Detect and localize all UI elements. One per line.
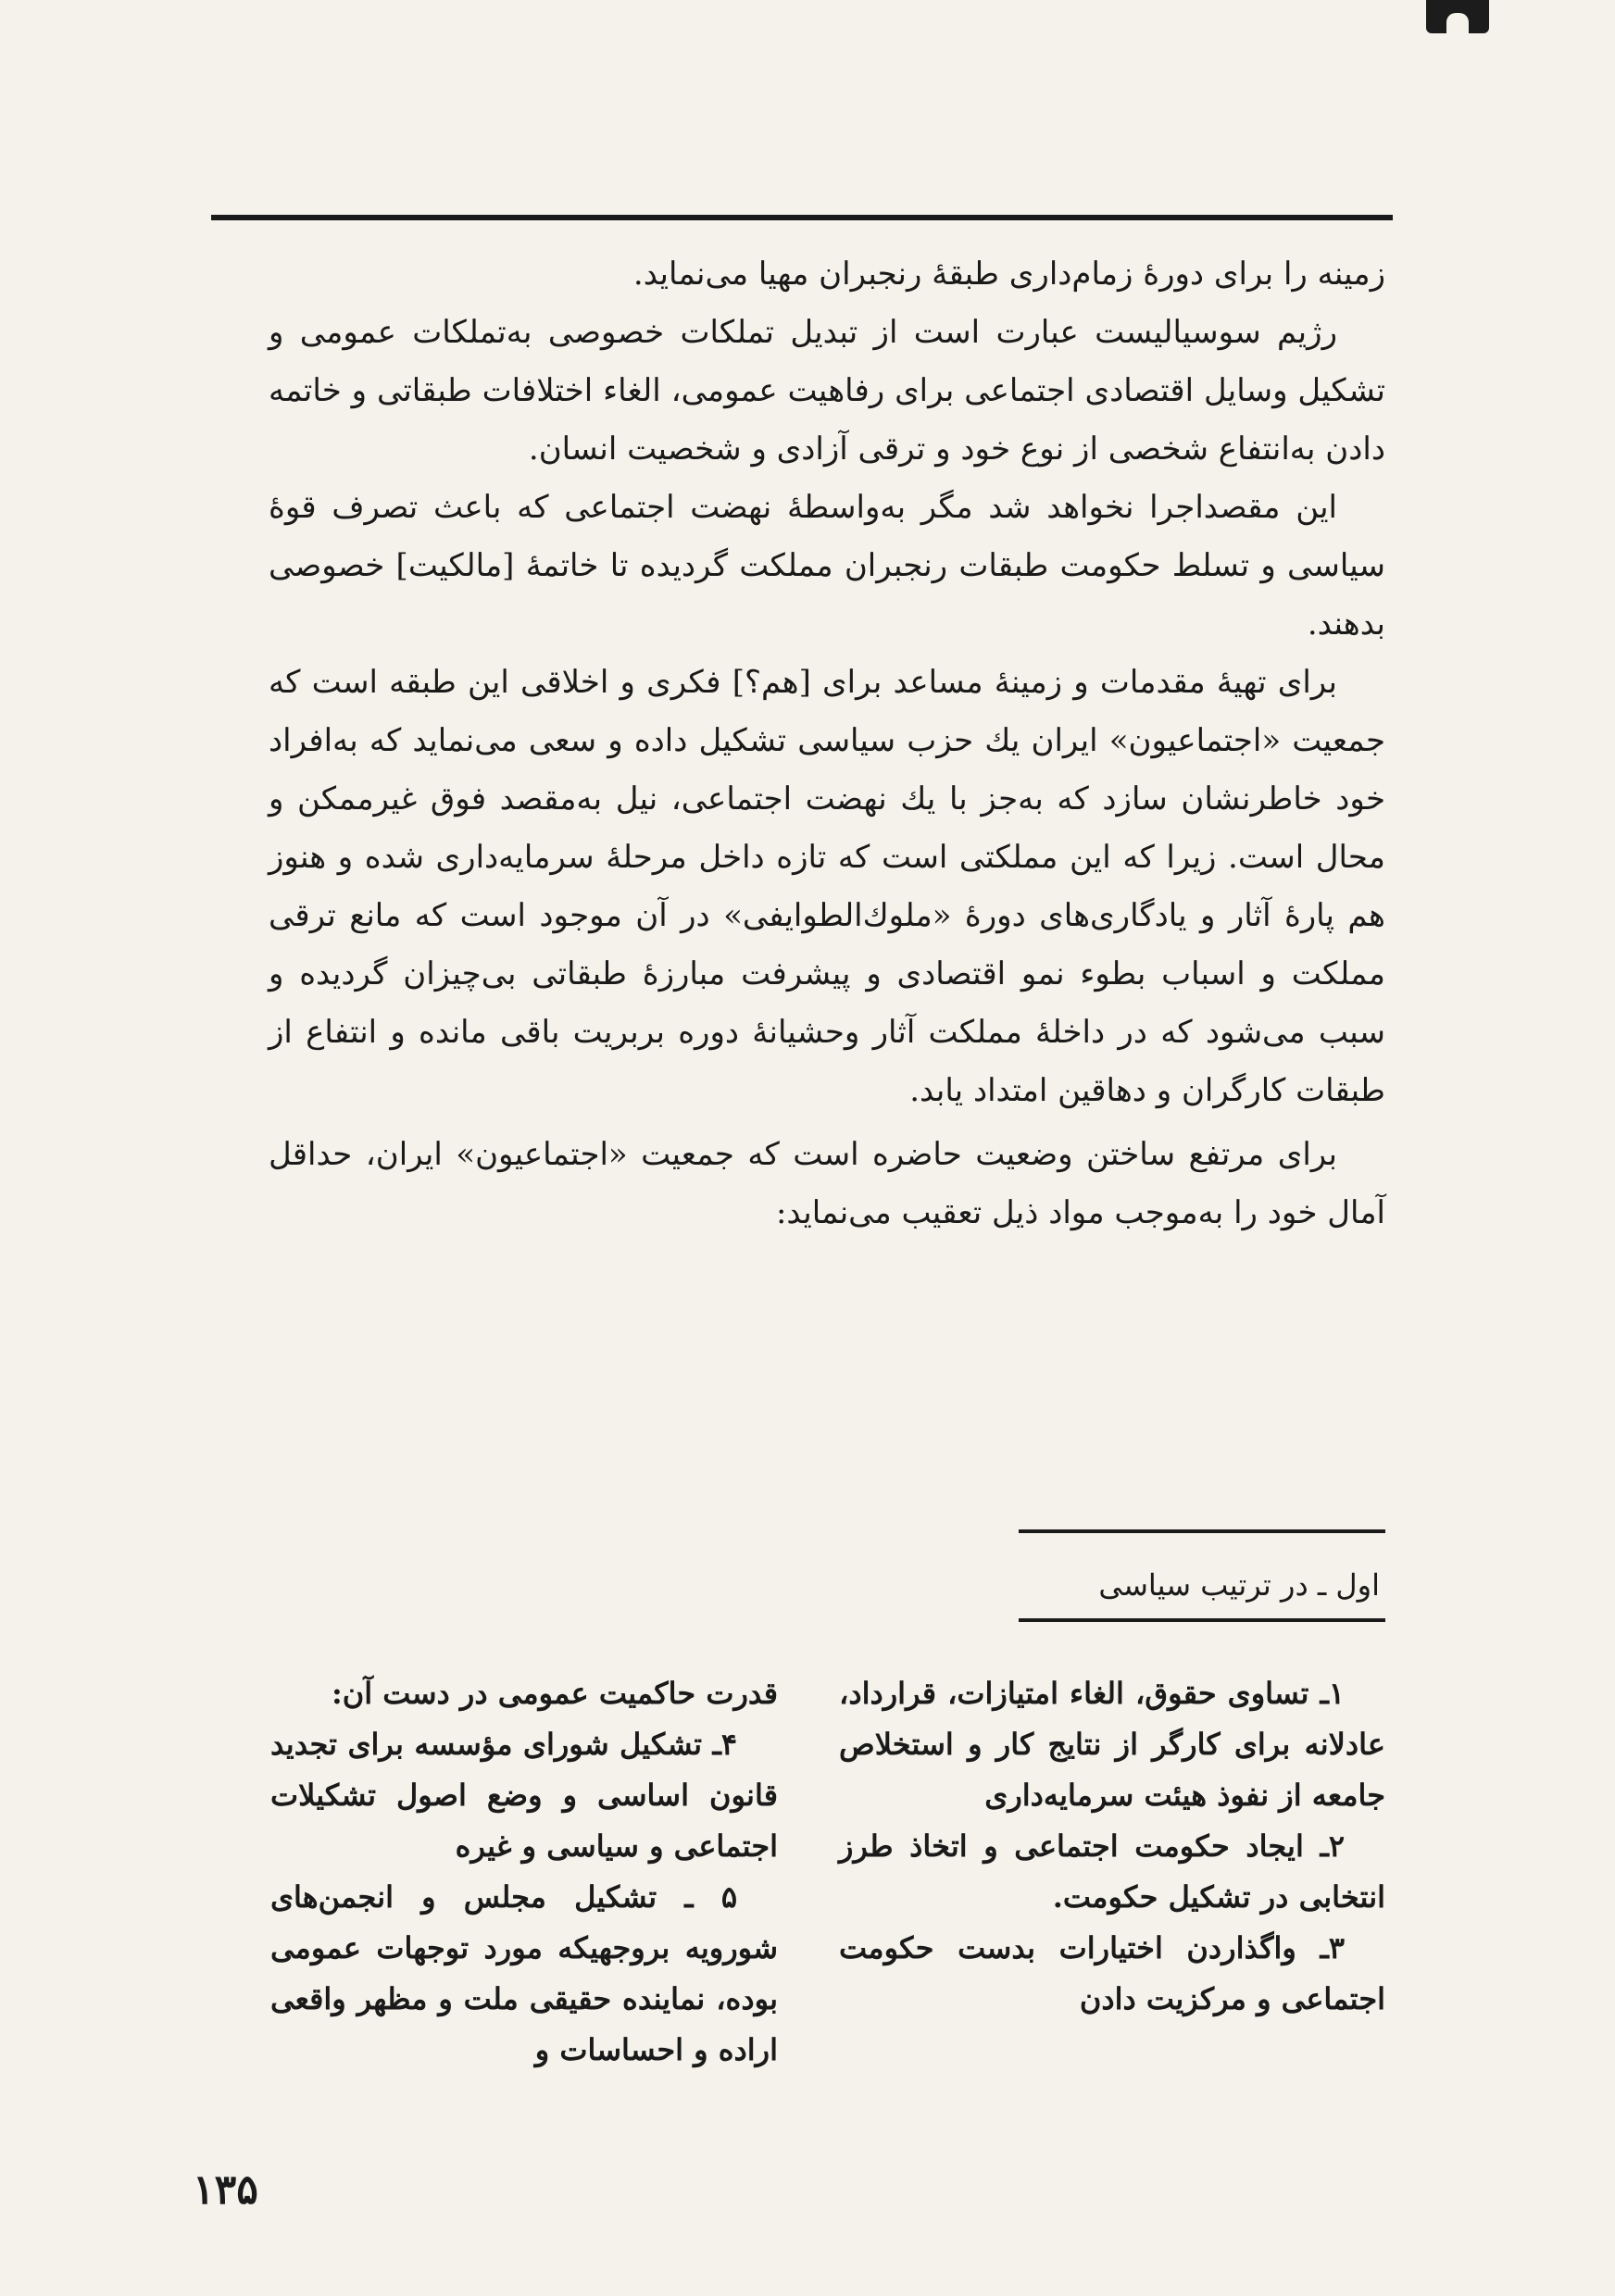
list-item-5: ۵ ـ تشکیل مجلس و انجمن‌های شورویه بروجهیکه مورد توجهات عمومی بوده، نماینده حقیقی ملت و مظهر واقعی اراده و احساسات و xyxy=(270,1879,778,2067)
list-item-3: ۳ـ واگذاردن اختیارات بدست حکومت اجتماعی و مرکزیت دادن xyxy=(839,1930,1385,2016)
left-column xyxy=(270,1668,778,2076)
paragraph-2: رژیم سوسیالیست عبارت است از تبدیل تملکات خصوصی به‌تملکات عمومی و تشکیل وسایل اقتصادی اجتماعی برای رفاهیت عمومی، الغاء اختلافات طبقاتی و خاتمه دادن به‌انتفاع شخصی از نوع خود و ترقی آزادی و شخصیت انسان. xyxy=(269,314,1385,468)
paragraph-5: برای مرتفع ساختن وضعیت حاضره است که جمعیت «اجتماعیون» ایران، حداقل آمال خود را به‌موجب مواد ذیل تعقیب می‌نماید: xyxy=(269,1136,1385,1231)
list-item-2: ۲ـ ایجاد حکومت اجتماعی و اتخاذ طرز انتخابی در تشکیل حکومت. xyxy=(839,1828,1385,1915)
main-body-text xyxy=(269,245,1385,1242)
paragraph-1: زمینه را برای دورهٔ زمام‌داری طبقهٔ رنجبران مهیا می‌نماید. xyxy=(632,256,1385,293)
list-item-1: ۱ـ تساوی حقوق، الغاء امتیازات، قرارداد، عادلانه برای کارگر از نتایج کار و استخلاص جامعه از نفوذ هیئت سرمایه‌داری xyxy=(839,1676,1385,1813)
paragraph-4: برای تهیهٔ مقدمات و زمینهٔ مساعد برای [هم؟] فکری و اخلاقی این طبقه است که جمعیت «اجتماعیون» ایران يك حزب سیاسی تشکیل داده و سعی می‌نماید که به‌افراد خود خاطرنشان سازد که به‌جز با يك نهضت اجتماعی، نیل به‌مقصد فوق غیرممکن و محال است. زیرا که این مملکتی است که تازه داخل مرحلهٔ سرمایه‌داری شده و هنوز هم پارهٔ آثار و یادگاری‌های دورهٔ «ملوك‌الطوایفی» در آن موجود است که مانع ترقی مملکت و اسباب بطوء نمو اقتصادی و پیشرفت مبارزهٔ طبقاتی بی‌چیزان گردیده و سبب می‌شود که در داخلهٔ مملکت آثار وحشیانهٔ دوره بربریت باقی مانده و انتفاع از طبقات کارگران و دهاقین امتداد یابد. xyxy=(269,664,1385,1109)
corner-tab-mark xyxy=(1426,0,1489,33)
right-column xyxy=(839,1668,1385,2025)
list-item-4: ۴ـ تشکیل شورای مؤسسه برای تجدید قانون اساسی و وضع اصول تشکیلات اجتماعی و سیاسی و غیره xyxy=(270,1727,778,1864)
section-rule-bottom xyxy=(1019,1618,1385,1622)
header-rule xyxy=(211,215,1393,220)
paragraph-3: این مقصداجرا نخواهد شد مگر به‌واسطهٔ نهضت اجتماعی که باعث تصرف قوهٔ سیاسی و تسلط حکومت طبقات رنجبران مملکت گردیده تا خاتمهٔ [مالکیت] خصوصی بدهند. xyxy=(269,489,1385,643)
section-heading-block xyxy=(1019,1529,1385,1622)
section-heading: اول ـ در ترتیب سیاسی xyxy=(1098,1567,1380,1603)
list-item-3-continuation: قدرت حاکمیت عمومی در دست آن: xyxy=(331,1676,778,1711)
page-number: ۱۳۵ xyxy=(193,2166,258,2214)
